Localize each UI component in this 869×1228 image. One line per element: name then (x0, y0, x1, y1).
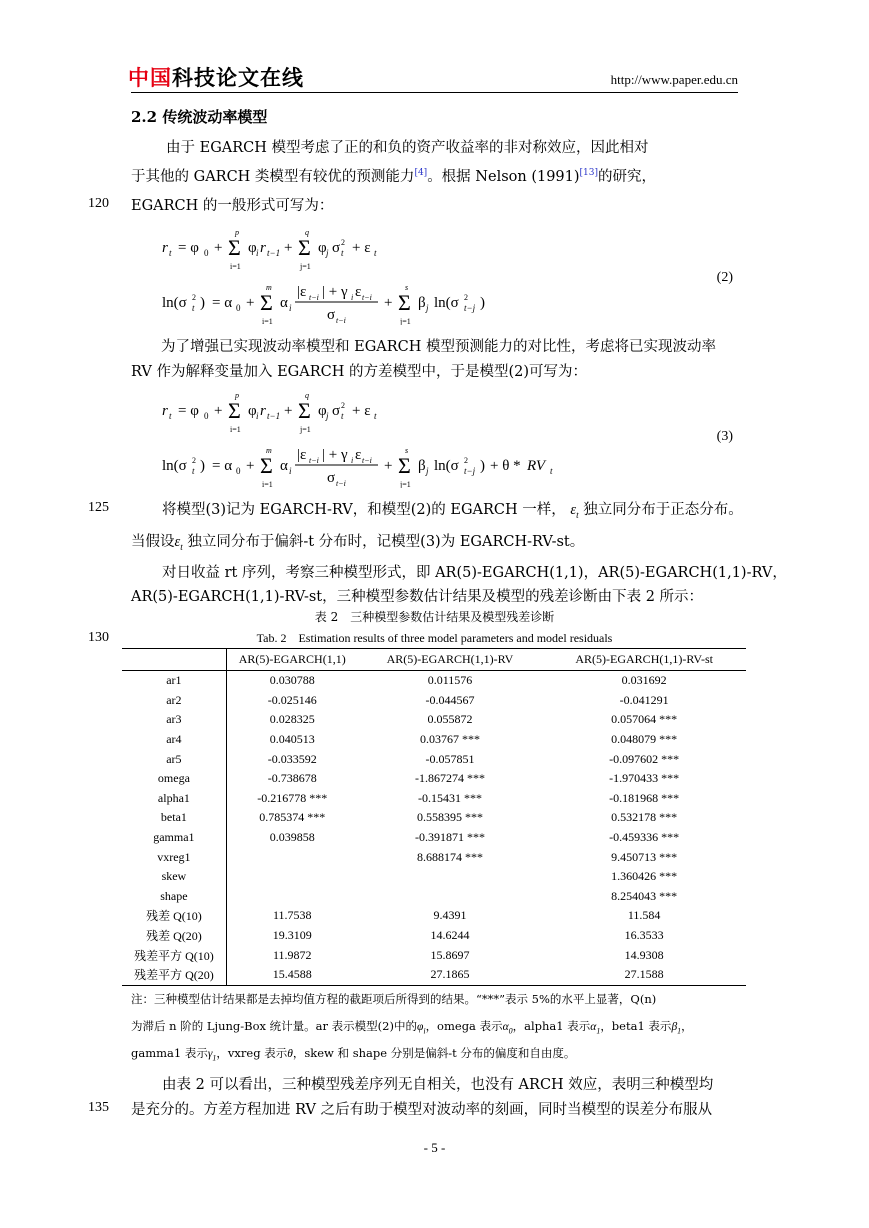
svg-text:t−i: t−i (362, 456, 372, 465)
svg-text:r: r (260, 403, 266, 419)
svg-text:i: i (289, 466, 292, 476)
value-cell (226, 887, 357, 907)
table-caption-cn: 表 2 三种模型参数估计结果及模型残差诊断 (314, 610, 555, 624)
value-cell (226, 867, 357, 887)
value-cell: 15.4588 (226, 965, 357, 985)
value-cell: -0.738678 (267, 771, 317, 786)
para5-line2: 是充分的。方差方程加进 RV 之后有助于模型对波动率的刻画，同时当模型的误差分布服从 (131, 1102, 713, 1118)
svg-text:i: i (256, 411, 259, 421)
svg-text:+: + (284, 403, 293, 419)
value-cell: 0.055872 (427, 712, 473, 727)
page-number: - 5 - (423, 1140, 446, 1155)
svg-text:= α: = α (212, 458, 233, 474)
svg-text:): ) (480, 295, 485, 311)
value-cell: 27.1865 (358, 965, 543, 985)
svg-text:t−j: t−j (464, 303, 476, 313)
value-cell: 15.8697 (430, 947, 470, 962)
row-label-cell: 残差平方 Q(10) (122, 945, 226, 965)
svg-text:t−1: t−1 (267, 248, 281, 258)
svg-text:i=1: i=1 (230, 425, 241, 434)
svg-text:t: t (169, 411, 172, 421)
svg-text:q: q (305, 228, 309, 237)
citation-4[interactable]: [4] (414, 168, 428, 179)
line-number-135: 135 (88, 1100, 109, 1115)
para2-line1: 为了增强已实现波动率模型和 EGARCH 模型预测能力的对比性，考虑将已实现波动率 (161, 339, 717, 355)
svg-text:ln(σ: ln(σ (434, 458, 459, 474)
table-row (122, 828, 746, 848)
value-cell: 0.031692 (621, 673, 667, 688)
svg-text:j: j (426, 303, 429, 313)
value-cell: 0.057064 *** (611, 712, 678, 727)
table-row (122, 710, 746, 730)
para3-line2: 当假设$\varepsilon_t$ 独立同分布于偏斜-t 分布时，记模型(3)为 EGARCH-RV-st。 (131, 534, 585, 552)
value-cell (358, 867, 543, 887)
row-label-cell: 残差平方 Q(20) (122, 965, 226, 985)
row-label-cell: 残差 Q(10) (122, 906, 226, 926)
svg-text:t: t (374, 411, 377, 421)
table-row (122, 867, 746, 887)
svg-text:β: β (418, 458, 426, 474)
svg-text:Σ: Σ (228, 398, 241, 423)
value-cell: 16.3533 (624, 928, 664, 943)
equation-2 (162, 225, 722, 330)
svg-text:ε: ε (355, 447, 362, 463)
logo-red: 中国 (128, 66, 172, 90)
table-note-line3: gamma1 表示$\gamma_1$，vxreg 表示θ，skew 和 shape 分别是偏斜-t 分布的偏度和自由度。 (131, 1046, 576, 1063)
svg-text:+: + (384, 458, 393, 474)
table-row (122, 671, 746, 691)
value-cell: -0.025146 (267, 692, 317, 707)
value-cell: 11.7538 (272, 908, 312, 923)
svg-text:ln(σ: ln(σ (162, 295, 187, 311)
svg-text:j=1: j=1 (400, 480, 411, 488)
svg-text:2: 2 (192, 456, 196, 465)
svg-text:| + γ: | + γ (322, 284, 348, 300)
value-cell: 0.011576 (427, 673, 473, 688)
value-cell: 9.450713 *** (611, 849, 678, 864)
svg-text:Σ: Σ (260, 290, 273, 315)
svg-text:Σ: Σ (398, 290, 411, 315)
svg-text:+: + (246, 458, 255, 474)
svg-text:i=1: i=1 (262, 317, 273, 325)
svg-text:0: 0 (204, 411, 209, 421)
svg-text:ln(σ: ln(σ (434, 295, 459, 311)
line-number-130: 130 (88, 630, 109, 645)
table-row (122, 965, 746, 985)
line-number-125: 125 (88, 500, 109, 515)
svg-text:σ: σ (327, 307, 336, 323)
value-cell: -0.459336 *** (609, 830, 680, 845)
table-row (122, 691, 746, 711)
svg-text:q: q (305, 391, 309, 400)
site-url[interactable]: http://www.paper.edu.cn (610, 72, 738, 87)
svg-text:+: + (246, 295, 255, 311)
table-caption-en: Tab. 2 Estimation results of three model parameters and model residuals (256, 631, 613, 645)
value-cell: 0.048079 *** (611, 732, 678, 747)
value-cell: -1.867274 *** (414, 771, 485, 786)
svg-text:i=1: i=1 (262, 480, 273, 488)
header-cell: AR(5)-EGARCH(1,1)-RV (358, 649, 543, 671)
svg-text:t−i: t−i (309, 456, 319, 465)
value-cell: 19.3109 (272, 928, 312, 943)
table-row (122, 906, 746, 926)
svg-text:r: r (162, 240, 168, 256)
svg-text:t−1: t−1 (267, 411, 281, 421)
svg-text:= α: = α (212, 295, 233, 311)
svg-text:2: 2 (464, 293, 468, 302)
value-cell: -0.041291 (619, 692, 669, 707)
table-row (122, 789, 746, 809)
svg-text:φ: φ (248, 403, 257, 419)
row-label-cell: omega (122, 769, 226, 789)
svg-text:φ: φ (318, 403, 327, 419)
value-cell: 0.039858 (269, 830, 315, 845)
svg-text:Σ: Σ (228, 235, 241, 260)
svg-text:σ: σ (332, 403, 341, 419)
svg-text:ln(σ: ln(σ (162, 458, 187, 474)
para4-line1: 对日收益 rt 序列，考察三种模型形式，即 AR(5)-EGARCH(1,1)，AR(5)-EGARCH(1,1)-RV， (162, 565, 787, 581)
svg-text:σ: σ (327, 470, 336, 486)
row-label-cell: 残差 Q(20) (122, 926, 226, 946)
svg-text:+ ε: + ε (352, 240, 371, 256)
row-label-cell: beta1 (122, 808, 226, 828)
row-label-cell: ar1 (122, 671, 226, 691)
site-logo (128, 62, 304, 92)
line-number-120: 120 (88, 196, 109, 211)
svg-text:t−i: t−i (336, 479, 346, 488)
svg-text:Σ: Σ (298, 398, 311, 423)
svg-text:2: 2 (341, 238, 345, 247)
svg-text:t: t (374, 248, 377, 258)
value-cell: -0.097602 *** (609, 751, 680, 766)
svg-text:): ) (480, 458, 485, 474)
svg-text:j: j (426, 466, 429, 476)
svg-text:i: i (289, 303, 292, 313)
para4-line2: AR(5)-EGARCH(1,1)-RV-st，三种模型参数估计结果及模型的残差诊断由下表 2 所示： (131, 589, 704, 605)
value-cell: -0.057851 (425, 751, 475, 766)
table-row (122, 887, 746, 907)
logo-black: 科技论文在线 (172, 66, 304, 90)
svg-text:2: 2 (192, 293, 196, 302)
row-label-cell: ar5 (122, 749, 226, 769)
table-row (122, 730, 746, 750)
svg-text:0: 0 (236, 303, 241, 313)
para1-line2: 于其他的 GARCH 类模型有较优的预测能力[4]。根据 Nelson (1991)[13]的研究， (131, 168, 657, 185)
svg-text:β: β (418, 295, 426, 311)
svg-text:j=1: j=1 (300, 425, 311, 434)
citation-13[interactable]: [13] (579, 168, 599, 179)
value-cell: -0.044567 (425, 692, 475, 707)
row-label-cell: ar4 (122, 730, 226, 750)
value-cell: -0.033592 (267, 751, 317, 766)
table-row (122, 749, 746, 769)
row-label-cell: gamma1 (122, 828, 226, 848)
svg-text:Σ: Σ (398, 453, 411, 478)
svg-text:= φ: = φ (178, 240, 199, 256)
value-cell: 8.254043 *** (611, 888, 678, 903)
header-cell: AR(5)-EGARCH(1,1) (226, 649, 357, 671)
row-label-cell: skew (122, 867, 226, 887)
row-label-cell: ar2 (122, 691, 226, 711)
table-row (122, 808, 746, 828)
value-cell: 8.688174 *** (416, 849, 483, 864)
svg-text:t−i: t−i (309, 293, 319, 302)
header-cell (122, 649, 226, 671)
svg-text:): ) (200, 458, 205, 474)
svg-text:t: t (550, 466, 553, 476)
svg-text:|ε: |ε (297, 284, 307, 300)
row-label-cell: vxreg1 (122, 847, 226, 867)
value-cell: -0.391871 *** (414, 830, 485, 845)
svg-text:+ θ *: + θ * (490, 458, 521, 474)
svg-text:|ε: |ε (297, 447, 307, 463)
svg-text:p: p (235, 391, 239, 400)
svg-text:t−i: t−i (362, 293, 372, 302)
svg-text:j=1: j=1 (400, 317, 411, 325)
svg-text:r: r (162, 403, 168, 419)
value-cell: 0.03767 *** (419, 732, 480, 747)
svg-text:+: + (214, 240, 223, 256)
svg-text:r: r (260, 240, 266, 256)
svg-text:0: 0 (236, 466, 241, 476)
value-cell (226, 847, 357, 867)
svg-text:): ) (200, 295, 205, 311)
value-cell: 14.6244 (430, 928, 470, 943)
svg-text:+: + (384, 295, 393, 311)
svg-text:Σ: Σ (298, 235, 311, 260)
svg-text:m: m (266, 283, 272, 292)
svg-text:+ ε: + ε (352, 403, 371, 419)
value-cell: 1.360426 *** (611, 869, 678, 884)
svg-text:φ: φ (318, 240, 327, 256)
value-cell: 0.558395 *** (416, 810, 483, 825)
table-row (122, 769, 746, 789)
equation-3 (162, 388, 722, 493)
para2-line2: RV 作为解释变量加入 EGARCH 的方差模型中，于是模型(2)可写为： (131, 364, 588, 380)
value-cell: 14.9308 (624, 947, 664, 962)
svg-text:σ: σ (332, 240, 341, 256)
svg-text:s: s (405, 446, 409, 455)
value-cell: 0.785374 *** (259, 810, 326, 825)
svg-text:2: 2 (341, 401, 345, 410)
para1-line3: EGARCH 的一般形式可写为： (131, 198, 334, 214)
svg-text:2: 2 (464, 456, 468, 465)
svg-text:i: i (351, 456, 354, 465)
para1-line1: 由于 EGARCH 模型考虑了正的和负的资产收益率的非对称效应，因此相对 (166, 140, 649, 156)
value-cell: 9.4391 (433, 908, 467, 923)
equation-3-number: (3) (716, 429, 733, 444)
svg-text:t: t (169, 248, 172, 258)
svg-text:t−i: t−i (336, 316, 346, 325)
equation-3-graphic (162, 388, 722, 488)
value-cell: -1.970433 *** (609, 771, 680, 786)
header-rule (131, 92, 738, 93)
svg-text:t: t (192, 466, 195, 476)
svg-text:s: s (405, 283, 409, 292)
svg-text:= φ: = φ (178, 403, 199, 419)
header-cell: AR(5)-EGARCH(1,1)-RV-st (542, 649, 746, 671)
svg-text:m: m (266, 446, 272, 455)
svg-text:ε: ε (355, 284, 362, 300)
table-note-line2: 为滞后 n 阶的 Ljung-Box 统计量。ar 表示模型(2)中的$\varphi_i$，omega 表示$\alpha_0$，alpha1 表示$\alpha_1$，beta1 表示$\beta_1$， (131, 1019, 693, 1036)
svg-text:t: t (341, 411, 344, 421)
svg-text:j=1: j=1 (300, 262, 311, 271)
svg-text:t: t (192, 303, 195, 313)
svg-text:i: i (256, 248, 259, 258)
table-row (122, 926, 746, 946)
svg-text:i=1: i=1 (230, 262, 241, 271)
value-cell: -0.181968 *** (609, 790, 680, 805)
equation-2-number: (2) (716, 270, 733, 285)
section-title: 2.2 传统波动率模型 (131, 108, 268, 126)
value-cell: -0.15431 *** (417, 790, 482, 805)
svg-text:α: α (280, 295, 288, 311)
para3-line1: 将模型(3)记为 EGARCH-RV，和模型(2)的 EGARCH 一样， $\varepsilon_t$ 独立同分布于正态分布。 (162, 502, 743, 520)
svg-text:+: + (284, 240, 293, 256)
svg-text:+: + (214, 403, 223, 419)
svg-text:Σ: Σ (260, 453, 273, 478)
row-label-cell: shape (122, 887, 226, 907)
svg-text:j: j (326, 411, 329, 421)
value-cell: 0.532178 *** (611, 810, 678, 825)
svg-text:0: 0 (204, 248, 209, 258)
table-row (122, 847, 746, 867)
value-cell (358, 887, 543, 907)
value-cell: 0.040513 (269, 732, 315, 747)
table-note-line1: 注：三种模型估计结果都是去掉均值方程的截距项后所得到的结果。“***”表示 5%的水平上显著，Q(n) (131, 992, 657, 1006)
svg-text:i: i (351, 293, 354, 302)
equation-2-graphic (162, 225, 722, 325)
value-cell: 0.028325 (269, 712, 315, 727)
table-row (122, 945, 746, 965)
svg-text:j: j (326, 248, 329, 258)
value-cell: 0.030788 (269, 673, 315, 688)
results-table (122, 648, 746, 986)
svg-text:α: α (280, 458, 288, 474)
table-header-row (122, 649, 746, 671)
svg-text:t−j: t−j (464, 466, 476, 476)
value-cell: 27.1588 (542, 965, 746, 985)
para5-line1: 由表 2 可以看出，三种模型残差序列无自相关，也没有 ARCH 效应，表明三种模型均 (162, 1077, 714, 1093)
value-cell: 11.584 (627, 908, 661, 923)
value-cell: -0.216778 *** (257, 790, 328, 805)
svg-text:p: p (235, 228, 239, 237)
svg-text:RV: RV (527, 458, 546, 474)
svg-text:φ: φ (248, 240, 257, 256)
row-label-cell: ar3 (122, 710, 226, 730)
row-label-cell: alpha1 (122, 789, 226, 809)
svg-text:| + γ: | + γ (322, 447, 348, 463)
svg-text:t: t (341, 248, 344, 258)
value-cell: 11.9872 (272, 947, 312, 962)
